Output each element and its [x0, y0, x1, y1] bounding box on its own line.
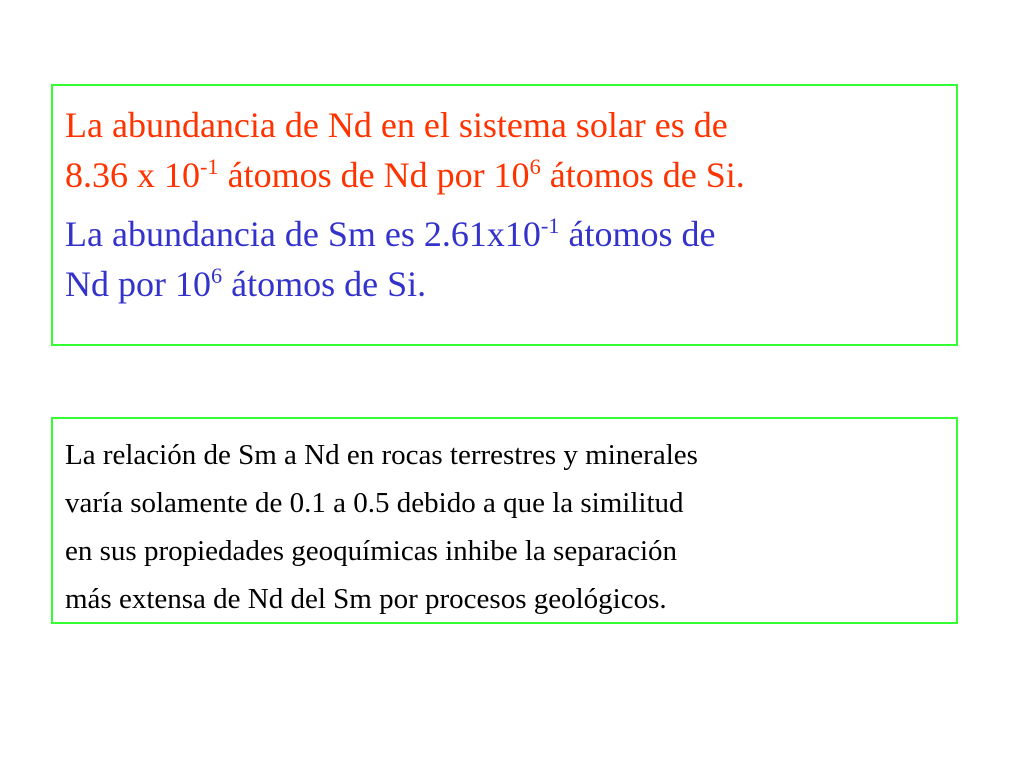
- nd-abundance-line-2-part-3: átomos de Si.: [540, 155, 745, 195]
- nd-abundance-line-1: La abundancia de Nd en el sistema solar es de: [65, 105, 728, 145]
- ratio-line-3: en sus propiedades geoquímicas inhibe la separación: [65, 535, 678, 567]
- sm-abundance-exponent-2: 6: [211, 262, 223, 288]
- ratio-line-1: La relación de Sm a Nd en rocas terrestres y minerales: [65, 439, 698, 471]
- sm-abundance-line-1-part-1: La abundancia de Sm es 2.61x10: [65, 214, 541, 254]
- sm-abundance-line-2-part-2: átomos de Si.: [222, 264, 427, 304]
- nd-abundance-line-2-part-1: 8.36 x 10: [65, 155, 200, 195]
- nd-abundance-exponent-2: 6: [529, 153, 541, 179]
- sm-abundance-line-2-part-1: Nd por 10: [65, 264, 211, 304]
- nd-abundance-exponent-1: -1: [200, 153, 219, 179]
- sm-abundance-line-1-part-2: átomos de: [559, 214, 716, 254]
- nd-abundance-paragraph: [65, 100, 946, 200]
- abundance-box: [51, 84, 958, 346]
- nd-abundance-line-2-part-2: átomos de Nd por 10: [218, 155, 530, 195]
- sm-nd-ratio-paragraph: [65, 431, 946, 623]
- sm-abundance-exponent-1: -1: [540, 212, 560, 238]
- ratio-line-4: más extensa de Nd del Sm por procesos geológicos.: [65, 583, 667, 615]
- sm-nd-ratio-box: [51, 417, 958, 624]
- sm-abundance-paragraph: [65, 209, 946, 309]
- ratio-line-2: varía solamente de 0.1 a 0.5 debido a que la similitud: [65, 487, 684, 519]
